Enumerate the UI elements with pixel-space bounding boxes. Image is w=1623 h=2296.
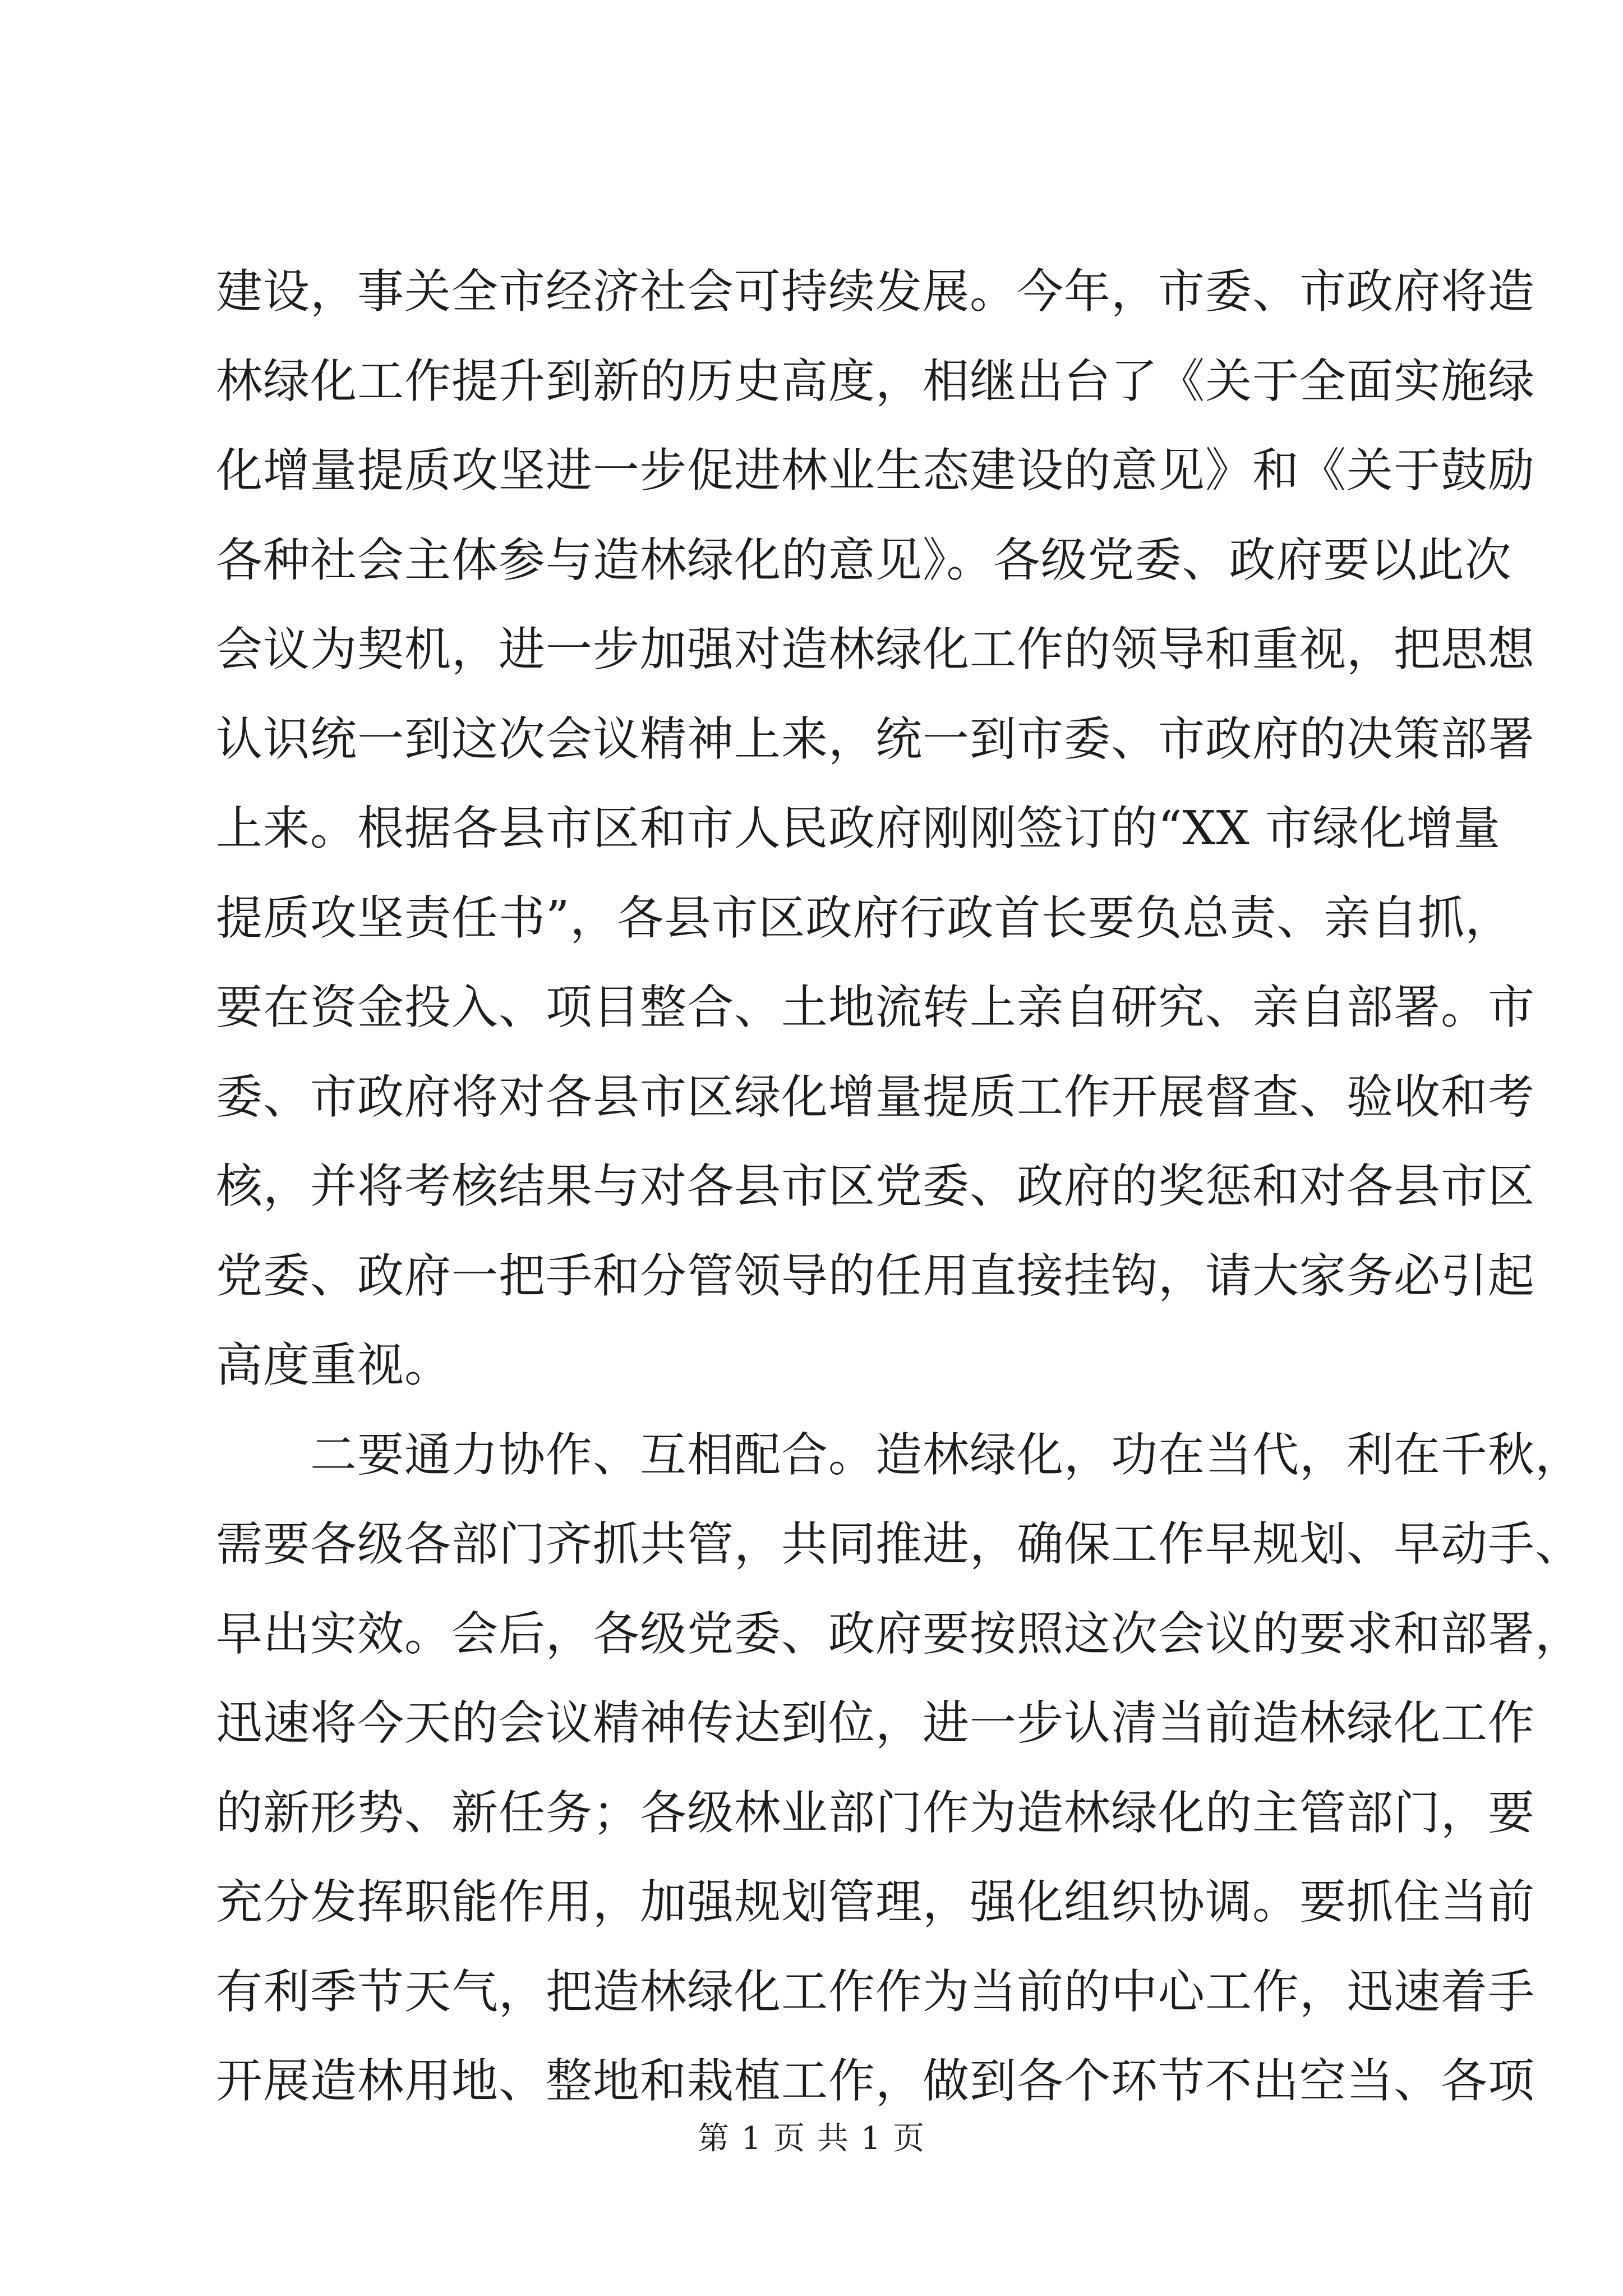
- text-line: 充分发挥职能作用，加强规划管理，强化组织协调。要抓住当前: [216, 1875, 1535, 1929]
- page-footer: [0, 2114, 1623, 2159]
- text-line: 的新形势、新任务；各级林业部门作为造林绿化的主管部门，要: [216, 1785, 1535, 1840]
- text-line: 开展造林用地、整地和栽植工作，做到各个环节不出空当、各项: [216, 2054, 1535, 2108]
- text-line: 委、市政府将对各县市区绿化增量提质工作开展督查、验收和考: [216, 1069, 1535, 1124]
- text-line: 有利季节天气，把造林绿化工作作为当前的中心工作，迅速着手: [216, 1964, 1535, 2019]
- text-line: 要在资金投入、项目整合、土地流转上亲自研究、亲自部署。市: [216, 980, 1535, 1034]
- text-line: 高度重视。: [216, 1338, 451, 1392]
- text-line: 核，并将考核结果与对各县市区党委、政府的奖惩和对各县市区: [216, 1159, 1535, 1213]
- text-line: 迅速将今天的会议精神传达到位，进一步认清当前造林绿化工作: [216, 1696, 1535, 1750]
- text-line: 上来。根据各县市区和市人民政府刚刚签订的“XX 市绿化增量: [216, 801, 1501, 855]
- text-line: 会议为契机，进一步加强对造林绿化工作的领导和重视，把思想: [216, 622, 1535, 677]
- text-line: 需要各级各部门齐抓共管，共同推进，确保工作早规划、早动手、: [216, 1517, 1582, 1571]
- text-line: 党委、政府一把手和分管领导的任用直接挂钩，请大家务必引起: [216, 1248, 1535, 1303]
- text-line: 化增量提质攻坚进一步促进林业生态建设的意见》和《关于鼓励: [216, 443, 1535, 498]
- text-line: 建设，事关全市经济社会可持续发展。今年，市委、市政府将造: [216, 264, 1535, 319]
- page-number-label: 第 1 页 共 1 页: [697, 2120, 926, 2157]
- text-line: 林绿化工作提升到新的历史高度，相继出台了《关于全面实施绿: [216, 353, 1535, 408]
- text-line: 早出实效。会后，各级党委、政府要按照这次会议的要求和部署，: [216, 1606, 1582, 1661]
- text-line: 认识统一到这次会议精神上来，统一到市委、市政府的决策部署: [216, 711, 1535, 766]
- text-line: 二要通力协作、互相配合。造林绿化，功在当代，利在千秋，: [216, 1427, 1582, 1482]
- text-line: 各种社会主体参与造林绿化的意见》。各级党委、政府要以此次: [216, 532, 1512, 587]
- body-text: [216, 247, 1582, 2126]
- text-line: 提质攻坚责任书”，各县市区政府行政首长要负总责、亲自抓，: [216, 890, 1513, 945]
